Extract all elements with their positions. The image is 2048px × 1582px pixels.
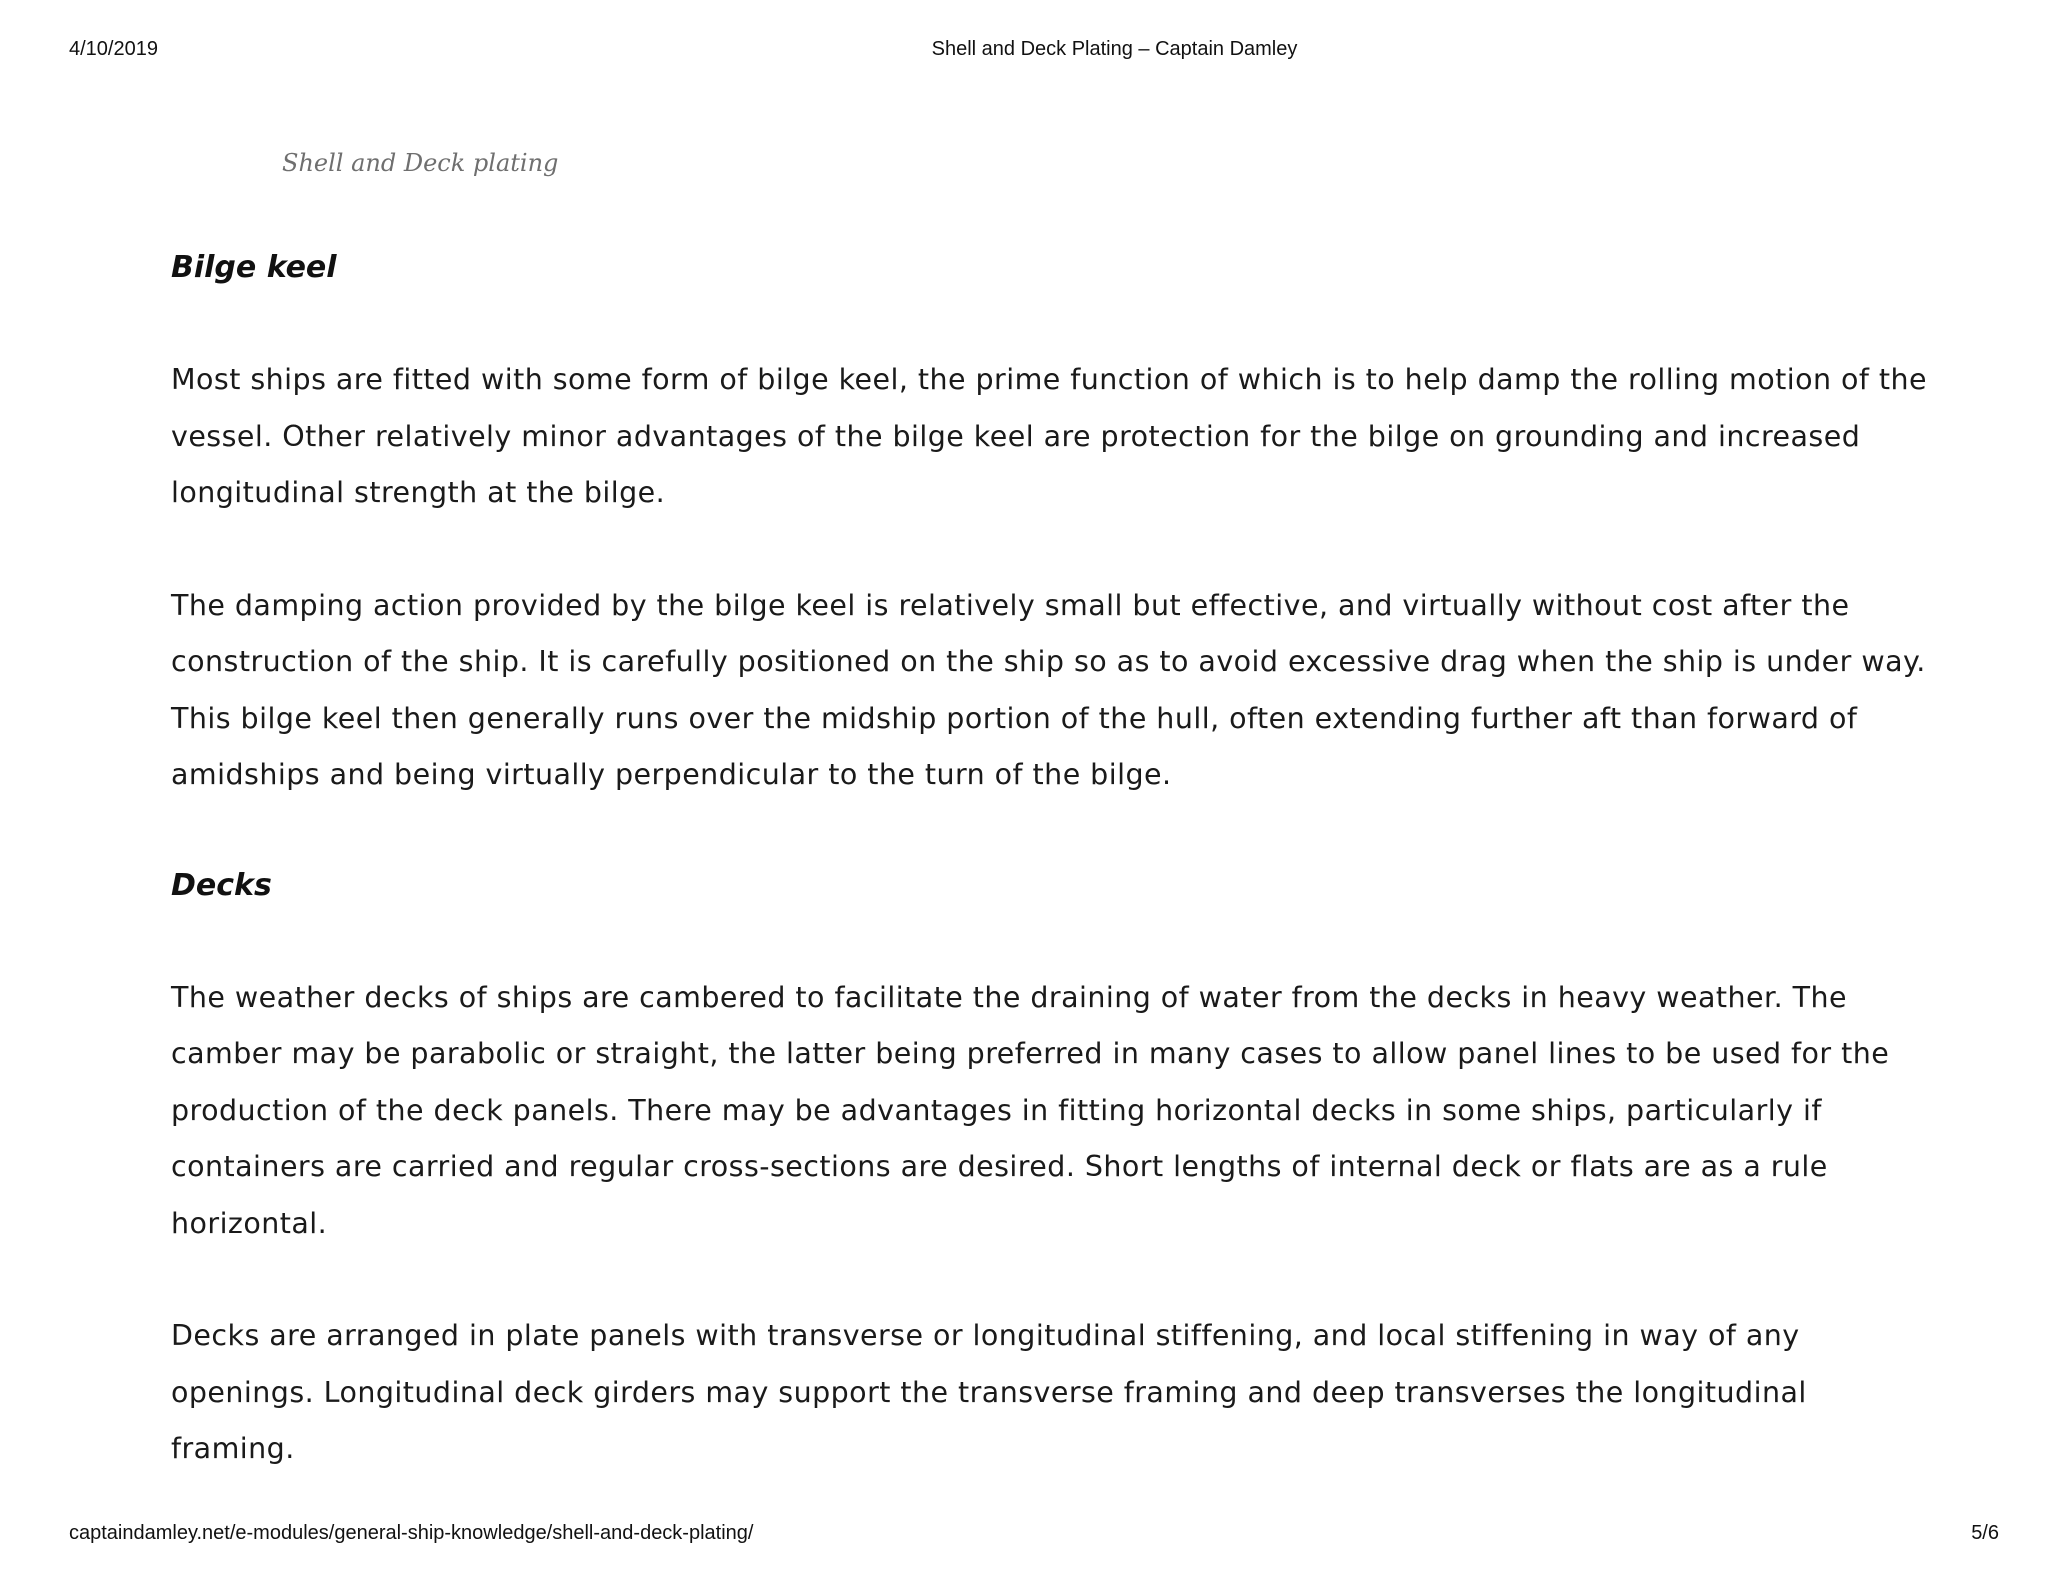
section-heading-bilge-keel: Bilge keel [171, 250, 337, 285]
print-header [0, 38, 2048, 64]
paragraph: Decks are arranged in plate panels with transverse or longitudinal stiffening, and local stiffening in way of any openings. Longitudinal deck girders may support the transverse framing and deep transverses the longitudinal framing. [171, 1319, 1807, 1465]
paragraph: The weather decks of ships are cambered to facilitate the draining of water from the decks in heavy weather. The camber may be parabolic or straight, the latter being preferred in many cases to allow panel lines to be used for the production of the deck panels. There may be advantages in fitting horizontal decks in some ships, particularly if containers are carried and regular cross-sections are desired. Short lengths of internal deck or flats are as a rule horizontal. [171, 980, 1890, 1240]
article-content [171, 140, 1931, 1478]
page-number: 5/6 [1971, 1522, 1999, 1544]
paragraph: The damping action provided by the bilge keel is relatively small but effective, and virtually without cost after the construction of the ship. It is carefully positioned on the ship so as to avoid excessive drag when the ship is under way. This bilge keel then generally runs over the midship portion of the hull, often extending further aft than forward of amidships and being virtually perpendicular to the turn of the bilge. [171, 588, 1926, 791]
print-footer [0, 1522, 2048, 1548]
print-date: 4/10/2019 [69, 38, 158, 60]
section-heading-decks: Decks [171, 867, 272, 903]
page-url: captaindamley.net/e-modules/general-ship-knowledge/shell-and-deck-plating/ [69, 1522, 754, 1544]
print-page-title: Shell and Deck Plating – Captain Damley [931, 38, 1298, 60]
image-caption: Shell and Deck plating [282, 149, 559, 177]
paragraph: Most ships are fitted with some form of bilge keel, the prime function of which is to help damp the rolling motion of the vessel. Other relatively minor advantages of the bilge keel are protection for the bilge on grounding and increased longitudinal strength at the bilge. [171, 363, 1928, 509]
